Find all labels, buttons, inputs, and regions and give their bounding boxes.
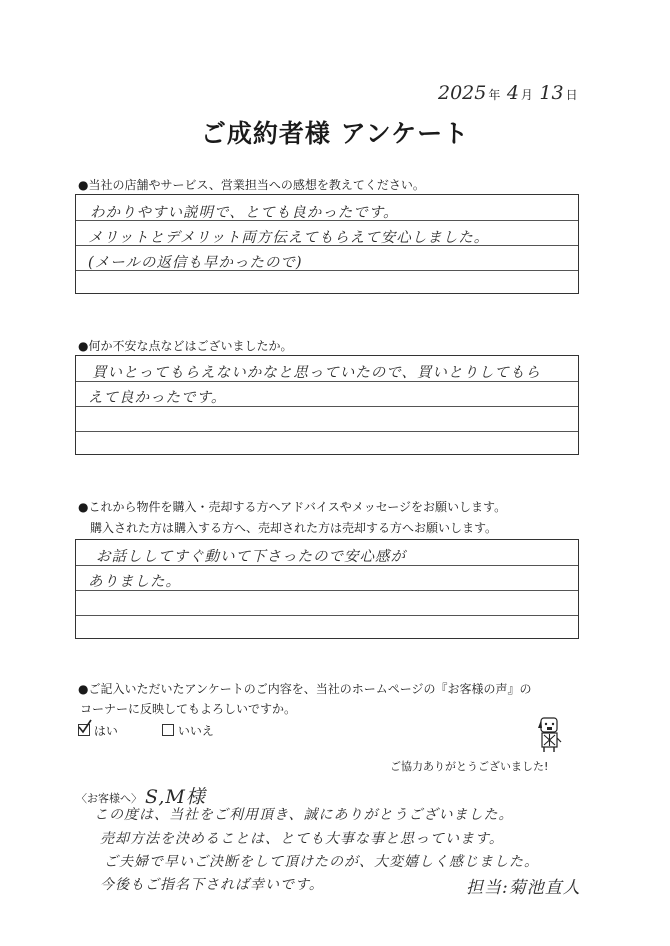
question-4-line-2: コーナーに反映してもよろしいですか。: [80, 702, 297, 716]
option-no-label: いいえ: [177, 724, 214, 738]
answer-3-line-2: ありました。: [88, 574, 181, 590]
reply-line-1: この度は、当社をご利用頂き、誠にありがとうございました。: [94, 807, 514, 823]
answer-2-line-1: 買いとってもらえないかなと思っていたので、買いとりしてもら: [92, 365, 541, 381]
question-1: ●当社の店舗やサービス、営業担当への感想を教えてください。: [78, 178, 425, 192]
reply-line-4: 今後もご指名下されば幸いです。: [100, 877, 324, 893]
reply-label: 〈お客様へ〉: [76, 792, 142, 805]
checkbox-yes-icon[interactable]: [78, 724, 90, 736]
question-3-line-2: 購入された方は購入する方へ、売却された方は売却する方へお願いします。: [90, 521, 498, 535]
question-4-line-1: ●ご記入いただいたアンケートのご内容を、当社のホームページの『お客様の声』の: [78, 682, 532, 696]
date-month: 4: [506, 82, 519, 104]
date-year: 2025: [438, 82, 487, 104]
survey-date: [438, 82, 580, 104]
page-title: ご成約者様 アンケート: [200, 119, 470, 148]
answer-box-1: [75, 194, 579, 294]
checkbox-no-icon[interactable]: [162, 724, 174, 736]
option-yes-label: はい: [93, 724, 118, 738]
customer-name: S,M様: [145, 786, 206, 808]
answer-box-2: [75, 355, 579, 455]
date-day: 13: [539, 82, 564, 104]
answer-1-line-3: (メールの返信も早かったので): [88, 255, 303, 271]
reply-line-2: 売却方法を決めることは、とても大事な事と思っています。: [100, 831, 504, 847]
date-day-unit: 日: [565, 88, 578, 102]
answer-1-line-1: わかりやすい説明で、とても良かったです。: [90, 205, 399, 221]
option-no[interactable]: [162, 722, 214, 739]
answer-box-3: [75, 539, 579, 639]
answer-3-line-1: お話ししてすぐ動いて下さったので安心感が: [96, 549, 406, 565]
option-yes[interactable]: [78, 722, 118, 739]
answer-1-line-2: メリットとデメリット両方伝えてもらえて安心しました。: [88, 230, 490, 246]
question-2: ●何か不安な点などはございましたか。: [78, 339, 293, 353]
signature: 担当:菊池直人: [466, 878, 581, 898]
thanks-message: ご協力ありがとうございました!: [390, 760, 549, 773]
question-3-line-1: ●これから物件を購入・売却する方へアドバイスやメッセージをお願いします。: [78, 500, 507, 514]
answer-2-line-2: えて良かったです。: [88, 390, 227, 406]
date-month-unit: 月: [520, 88, 533, 102]
mascot-dog-icon: [537, 716, 563, 758]
reply-line-3: ご夫婦で早いご決断をして頂けたのが、大変嬉しく感じました。: [104, 854, 539, 870]
date-year-unit: 年: [488, 88, 501, 102]
